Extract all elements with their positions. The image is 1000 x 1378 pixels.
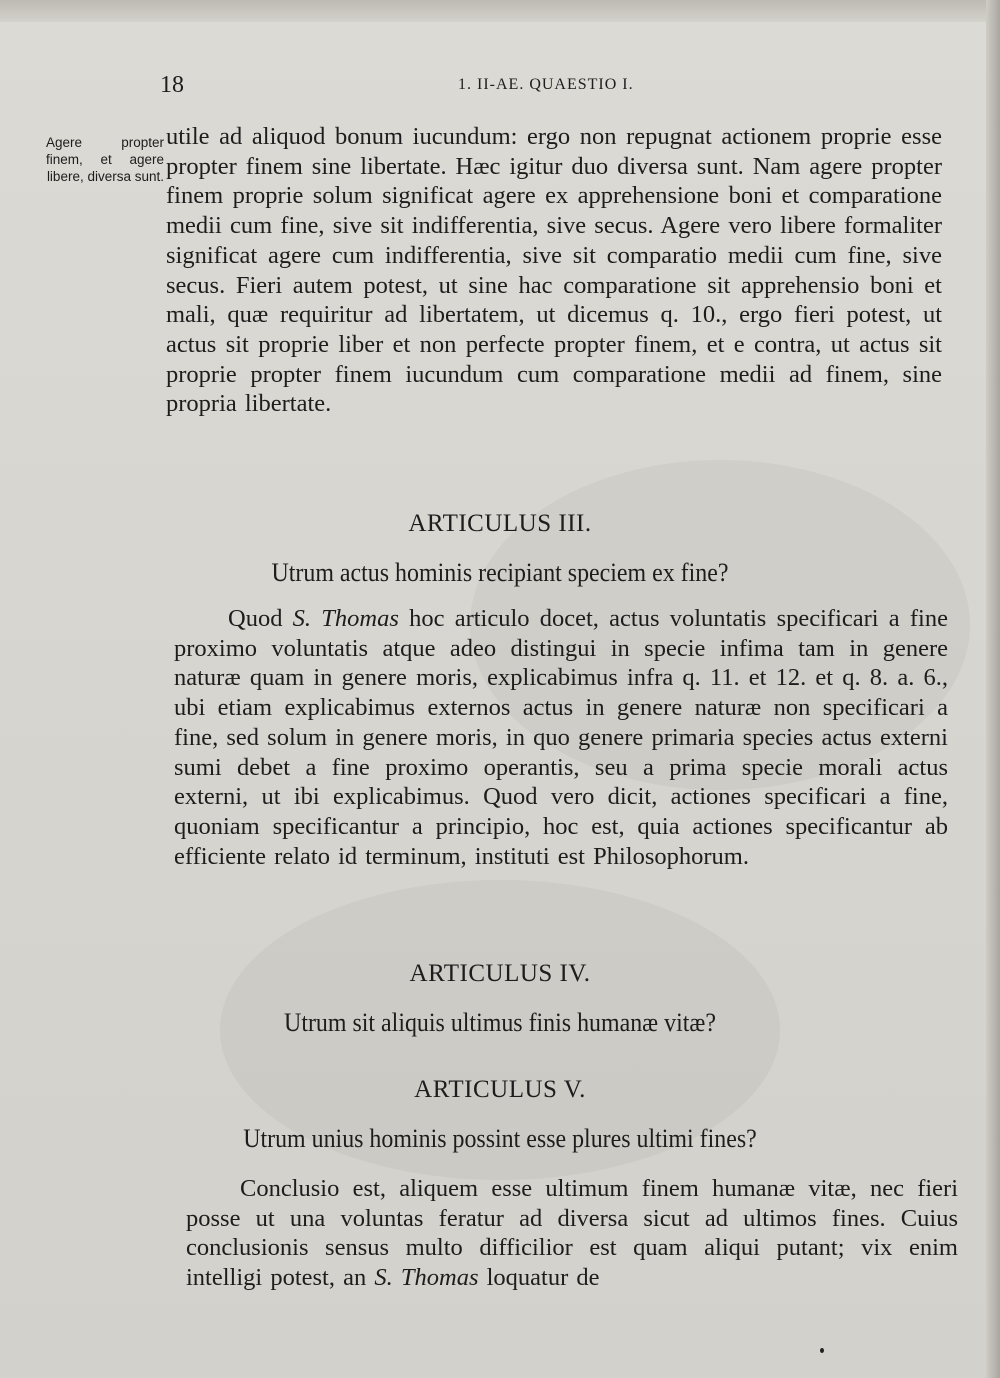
ink-speck bbox=[820, 1348, 824, 1353]
articulus-5-italic-name: S. Thomas bbox=[374, 1264, 479, 1292]
articulus-3-italic-name: S. Thomas bbox=[292, 605, 399, 632]
page-right-edge bbox=[986, 0, 1000, 1378]
articulus-4-question: Utrum sit aliquis ultimus finis humanæ vitæ? bbox=[284, 1008, 716, 1037]
articulus-3-paragraph bbox=[174, 604, 948, 871]
articulus-5-question: Utrum unius hominis possint esse plures ultimi fines? bbox=[243, 1124, 757, 1153]
margin-note: Agere propter finem, et agere libere, diversa sunt. bbox=[46, 135, 164, 184]
articulus-5-paragraph bbox=[186, 1174, 958, 1293]
running-head: 1. II-AE. QUAESTIO I. bbox=[458, 76, 634, 93]
articulus-5-heading: ARTICULUS V. bbox=[414, 1076, 586, 1103]
paragraph-1: utile ad aliquod bonum iucundum: ergo non repugnat actionem proprie esse propter finem sine libertate. Hæc igitur duo diversa sunt. Nam agere propter finem proprie solum significat agere ex apprehensione boni et comparatione medii cum fine, sive sit indifferentia, sive secus. Agere vero libere formaliter significat agere cum indifferentia, sive sit comparatio medii cum fine, sive secus. Fieri autem potest, ut sine hac comparatione sit apprehensio boni et mali, quæ requiritur ad libertatem, ut dicemus q. 10., ergo fieri potest, ut actus sit proprie liber et non perfecte propter finem, et e contra, ut actus sit proprie propter finem iucundum cum comparatione medii ad finem, sine propria libertate. bbox=[166, 123, 942, 418]
articulus-3-text-after: hoc articulo docet, actus voluntatis specificari a fine proximo voluntatis atque adeo distingui in specie infima tam in genere naturæ quam in genere moris, explicabimus infra q. 11. et 12. et q. 8. a. 6., ubi etiam explicabimus externos actus in genere naturæ non specificari a fine, sed solum in genere moris, in quo genere primaria species actus externi sumi debet a fine proximo operantis, seu a prima specie morali actus externi, ut ibi explicabimus. Quod vero dicit, actiones specificari a fine, quoniam specificantur a principio, hoc est, quia actiones specificantur ab efficiente relato id terminum, instituti est Philosophorum. bbox=[174, 605, 948, 870]
articulus-3-question: Utrum actus hominis recipiant speciem ex fine? bbox=[271, 558, 729, 587]
articulus-5-text-after: loquatur de bbox=[478, 1264, 600, 1292]
page-top-shadow bbox=[0, 0, 1000, 22]
articulus-5-text-before: Conclusio est, aliquem esse ultimum finem humanæ vitæ, nec fieri posse ut una voluntas feratur ad diversa sicut ad ultimos fines. Cuius conclusionis sensus multo difficilior est quam aliqui putant; vix enim intelligi potest, an bbox=[186, 1175, 958, 1292]
articulus-3-text-before: Quod bbox=[228, 605, 293, 632]
page-number: 18 bbox=[160, 72, 184, 98]
articulus-4-heading: ARTICULUS IV. bbox=[409, 960, 591, 987]
articulus-3-heading: ARTICULUS III. bbox=[408, 510, 592, 537]
